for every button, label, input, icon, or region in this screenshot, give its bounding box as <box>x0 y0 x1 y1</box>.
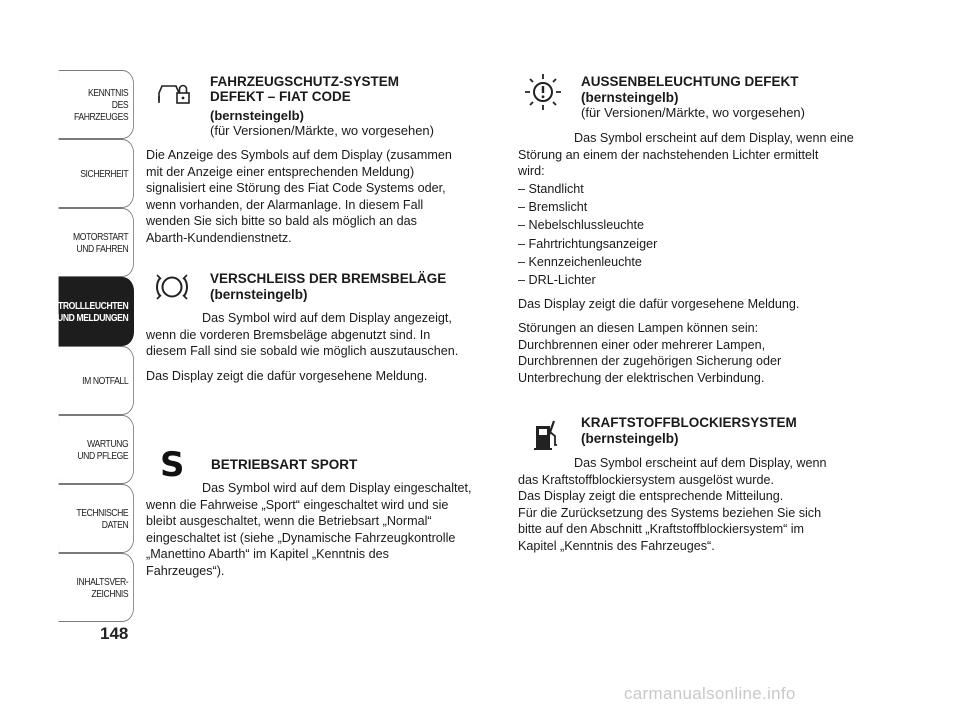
fiat-code-color: (bernsteingelb) <box>210 108 304 123</box>
exterior-lights-title: AUSSENBELEUCHTUNG DEFEKT <box>581 74 799 89</box>
sport-title: BETRIEBSART SPORT <box>211 457 358 472</box>
page-number: 148 <box>100 624 129 643</box>
fiat-code-body: Die Anzeige des Symbols auf dem Display (zusammen mit der Anzeige einer entsprechenden Meldung) signalisiert eine Störung des Fiat Code Systems oder, wenn vorhanden, der Alarmanlage. In diesem Fall wenden Sie sich bitte so bald als möglich an das Abarth-Kundendienstnetz. <box>146 148 452 245</box>
exterior-lights-color: (bernsteingelb) <box>581 90 679 105</box>
list-item: – Fahrtrichtungsanzeiger <box>518 236 658 251</box>
exterior-lights-body2: Das Display zeigt die dafür vorgesehene Meldung. <box>518 297 800 311</box>
exterior-lights-versions: (für Versionen/Märkte, wo vorgesehen) <box>581 105 805 120</box>
car-lock-icon <box>156 80 192 106</box>
sport-mode-icon: S <box>160 445 185 485</box>
chapter-tabs <box>42 70 134 622</box>
exterior-lights-body3: Störungen an diesen Lampen können sein: Durchbrennen einer oder mehrerer Lampen, Durchbrennen der zugehörigen Sicherung oder Unterbrechung der elektrischen Verbindung. <box>518 321 782 385</box>
exterior-light-fault-icon <box>520 72 566 112</box>
tab-inhaltsverzeichnis[interactable]: INHALTSVER- ZEICHNIS <box>59 553 134 622</box>
brake-pads-body2: Das Display zeigt die dafür vorgesehene Meldung. <box>146 369 428 383</box>
tab-sicherheit[interactable]: SICHERHEIT <box>59 139 134 208</box>
tab-kontrollleuchten[interactable]: KONTROLLLEUCHTEN UND MELDUNGEN <box>59 277 134 346</box>
fuel-cutoff-color: (bernsteingelb) <box>581 431 679 446</box>
fuel-cutoff-body: Das Symbol erscheint auf dem Display, wenn das Kraftstoffblockiersystem ausgelöst wurde. Das Display zeigt die entsprechende Mitteilung. Für die Zurücksetzung des Systems beziehen Sie sich bitte auf den Abschnitt „Kraftstoffblockiersystem“ im Kapitel „Kenntnis des Fahrzeuges“. <box>518 456 827 553</box>
list-item: – Bremslicht <box>518 200 588 215</box>
list-item: – Nebelschlussleuchte <box>518 218 645 233</box>
tab-motorstart[interactable]: MOTORSTART UND FAHREN <box>59 208 134 277</box>
brake-pad-wear-icon <box>152 270 192 304</box>
brake-pads-body: Das Symbol wird auf dem Display angezeigt, wenn die vorderen Bremsbeläge abgenutzt sind. In diesem Fall sind sie sobald wie möglich auszutauschen. <box>146 311 459 358</box>
fuel-cutoff-icon <box>532 418 560 452</box>
list-item: – DRL-Lichter <box>518 273 596 288</box>
list-item: – Standlicht <box>518 182 584 196</box>
sport-body: Das Symbol wird auf dem Display eingeschaltet, wenn die Fahrweise „Sport“ eingeschaltet wird und sie bleibt ausgeschaltet, wenn die Betriebsart „Normal“ eingeschaltet ist (siehe „Dynamische Fahrzeugkontrolle „Manettino Abarth“ im Kapitel „Kenntnis des Fahrzeuges“). <box>146 481 472 578</box>
list-item: – Kennzeichenleuchte <box>518 254 642 269</box>
fuel-cutoff-title: KRAFTSTOFFBLOCKIERSYSTEM <box>581 415 797 430</box>
tab-kenntnis[interactable]: KENNTNIS DES FAHRZEUGES <box>59 70 134 139</box>
exterior-lights-list <box>518 180 657 289</box>
tab-im-notfall[interactable]: IM NOTFALL <box>59 346 134 415</box>
exterior-lights-body: Das Symbol erscheint auf dem Display, wenn eine Störung an einem der nachstehenden Lichter ermittelt wird: <box>518 131 854 178</box>
brake-pads-color: (bernsteingelb) <box>210 287 308 302</box>
fiat-code-versions: (für Versionen/Märkte, wo vorgesehen) <box>210 123 434 138</box>
brake-pads-title: VERSCHLEISS DER BREMSBELÄGE <box>210 271 447 286</box>
fiat-code-title: FAHRZEUGSCHUTZ-SYSTEM DEFEKT – FIAT CODE <box>210 74 399 104</box>
tab-wartung[interactable]: WARTUNG UND PFLEGE <box>59 415 134 484</box>
tab-technische-daten[interactable]: TECHNISCHE DATEN <box>59 484 134 553</box>
watermark: carmanualsonline.info <box>624 684 796 703</box>
